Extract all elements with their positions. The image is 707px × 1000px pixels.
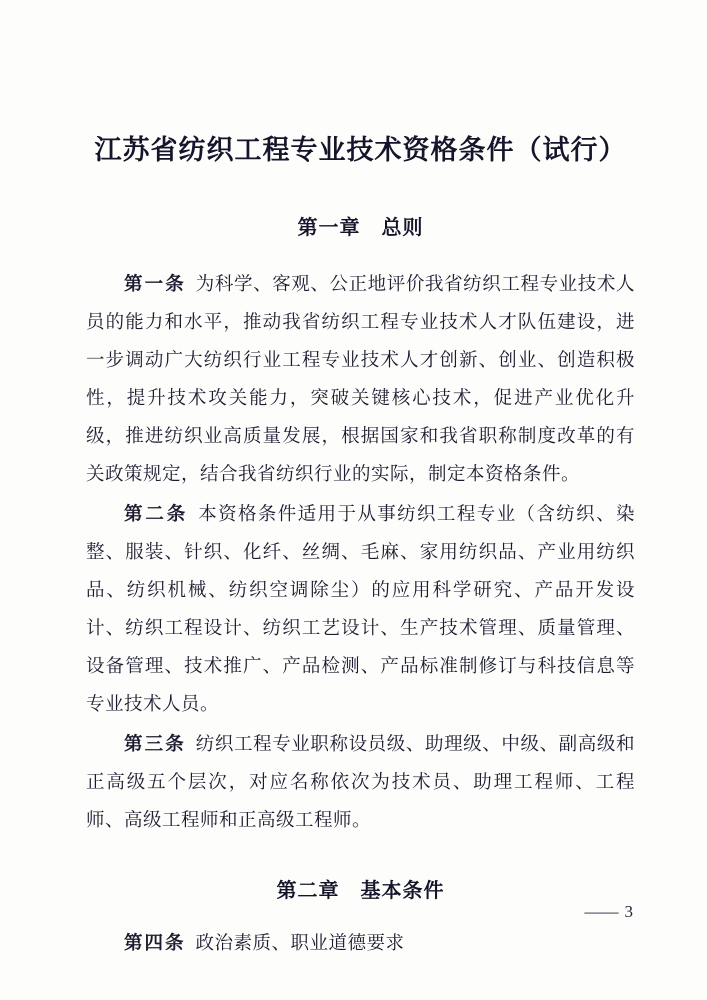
article-paragraph-2 bbox=[86, 496, 635, 724]
chapter-heading-2: 第二章 基本条件 bbox=[276, 880, 445, 902]
article-paragraph-4 bbox=[86, 925, 635, 963]
article-paragraph-1 bbox=[86, 266, 635, 494]
article-text-3: 纺织工程专业职称设员级、助理级、中级、副高级和正高级五个层次，对应名称依次为技术员、助理工程师、工程师、高级工程师和正高级工程师。 bbox=[86, 735, 635, 831]
page-title: 江苏省纺织工程专业技术资格条件（试行） bbox=[94, 135, 627, 165]
article-text-4: 政治素质、职业道德要求 bbox=[195, 934, 405, 954]
article-label-4: 第四条 bbox=[124, 934, 186, 954]
article-label-3: 第三条 bbox=[124, 735, 186, 755]
article-text-2: 本资格条件适用于从事纺织工程专业（含纺织、染整、服装、针织、化纤、丝绸、毛麻、家用纺织品、产业用纺织品、纺织机械、纺织空调除尘）的应用科学研究、产品开发设计、纺织工程设计、纺织工艺设计、生产技术管理、质量管理、设备管理、技术推广、产品检测、产品标准制修订与科技信息等专业技术人员。 bbox=[86, 505, 635, 715]
page-footer bbox=[585, 902, 636, 922]
article-label-2: 第二条 bbox=[124, 505, 189, 525]
article-text-1: 为科学、客观、公正地评价我省纺织工程专业技术人员的能力和水平，推动我省纺织工程专业技术人才队伍建设，进一步调动广大纺织行业工程专业技术人才创新、创业、创造积极性，提升技术攻关能力，突破关键核心技术，促进产业优化升级，推进纺织业高质量发展，根据国家和我省职称制度改革的有关政策规定，结合我省纺织行业的实际，制定本资格条件。 bbox=[86, 275, 635, 485]
footer-dash: —— bbox=[584, 902, 619, 921]
document-body bbox=[86, 128, 635, 963]
article-paragraph-3 bbox=[86, 726, 635, 840]
article-label-1: 第一条 bbox=[124, 275, 186, 295]
page-number: 3 bbox=[624, 902, 635, 921]
chapter-heading-1: 第一章 总则 bbox=[297, 217, 424, 239]
